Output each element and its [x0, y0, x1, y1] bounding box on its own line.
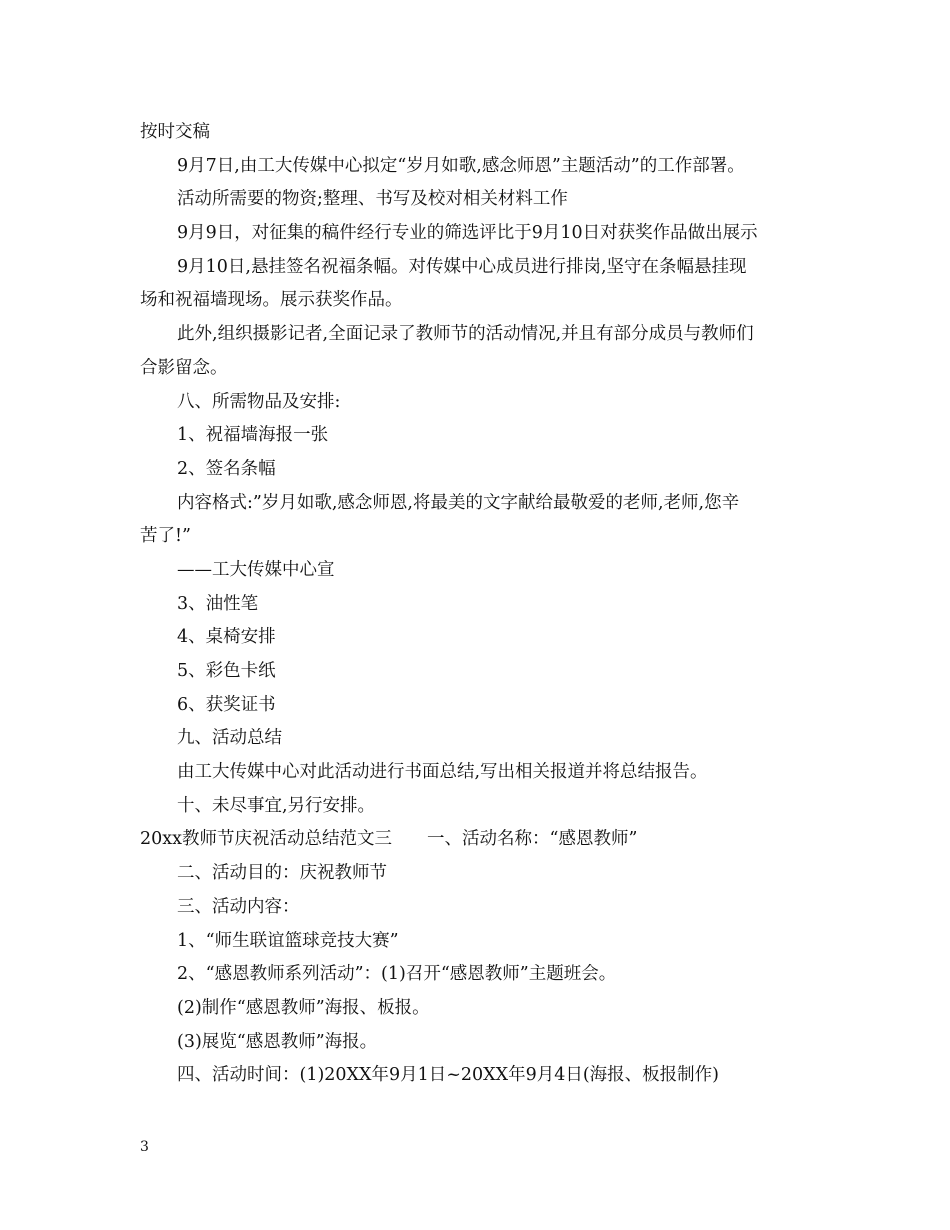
text-line: 9月9日，对征集的稿件经行专业的筛选评比于9月10日对获奖作品做出展示	[177, 223, 758, 244]
text-line: 苦了!”	[140, 526, 191, 547]
text-line: 二、活动目的：庆祝教师节	[177, 863, 387, 884]
text-line: 9月7日,由工大传媒中心拟定“岁月如歌,感念师恩”主题活动”的工作部署。	[177, 155, 745, 176]
text-line: 1、祝福墙海报一张	[177, 425, 329, 446]
text-line: 场和祝福墙现场。展示获奖作品。	[140, 290, 403, 311]
document-body	[140, 116, 812, 1093]
text-line: 3、油性笔	[177, 593, 259, 614]
text-line: 4、桌椅安排	[177, 627, 276, 648]
text-line: 2、“感恩教师系列活动”：(1)召开“感恩教师”主题班会。	[177, 964, 617, 985]
text-line: 三、活动内容：	[177, 896, 300, 917]
text-line: (2)制作“感恩教师”海报、板报。	[177, 997, 430, 1018]
text-line: 按时交稿	[140, 122, 210, 142]
text-line: 内容格式:”岁月如歌,感念师恩,将最美的文字献给最敬爱的老师,老师,您辛	[177, 492, 740, 513]
text-line: 九、活动总结	[177, 728, 282, 749]
text-line: 1、“师生联谊篮球竞技大赛”	[177, 930, 399, 951]
page-number: 3	[140, 1139, 149, 1155]
text-line: 合影留念。	[140, 357, 228, 378]
text-line: 6、获奖证书	[177, 694, 276, 715]
text-line: 20xx教师节庆祝活动总结范文三 一、活动名称：“感恩教师”	[140, 829, 638, 850]
text-line: 5、彩色卡纸	[177, 661, 276, 681]
text-line: 此外,组织摄影记者,全面记录了教师节的活动情况,并且有部分成员与教师们	[177, 324, 754, 345]
text-line: (3)展览“感恩教师”海报。	[177, 1031, 378, 1052]
text-line: ——工大传媒中心宣	[177, 559, 335, 580]
text-line: 活动所需要的物资;整理、书写及校对相关材料工作	[177, 189, 568, 210]
text-line: 2、签名条幅	[177, 458, 276, 479]
text-line: 四、活动时间：(1)20XX年9月1日~20XX年9月4日(海报、板报制作)	[177, 1065, 720, 1086]
text-line: 由工大传媒中心对此活动进行书面总结,写出相关报道并将总结报告。	[177, 762, 708, 783]
text-line: 十、未尽事宜,另行安排。	[177, 795, 376, 816]
text-line: 9月10日,悬挂签名祝福条幅。对传媒中心成员进行排岗,坚守在条幅悬挂现	[177, 256, 747, 277]
text-line: 八、所需物品及安排:	[177, 391, 341, 412]
